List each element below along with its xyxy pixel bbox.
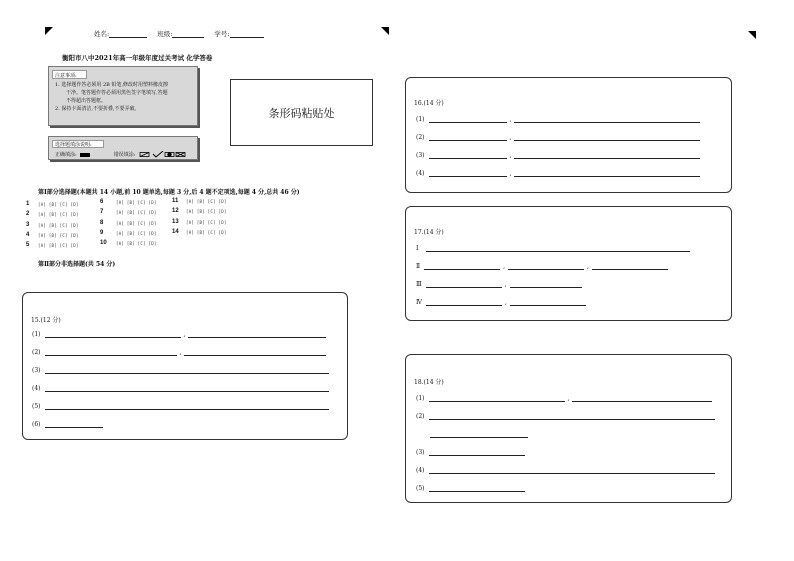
question-number: 1 [26,201,30,207]
q18-row-2-continued [430,431,528,438]
q15-row-5 [32,403,329,410]
q18-label: (5) [416,485,425,492]
q16-2b-blank[interactable] [514,134,700,141]
question-number: 7 [100,209,104,216]
question-number: 6 [100,199,104,205]
q15-row-2 [32,349,326,356]
q15-title: 15.(12 分) [31,317,61,324]
comma: , [504,281,507,288]
q16-3b-blank[interactable] [514,152,700,159]
alignment-mark-top-right [748,31,756,39]
q18-label: (3) [416,449,425,456]
comma: , [503,263,505,270]
correct-fill-label: 正确填涂: [55,152,77,158]
q18-5-blank[interactable] [429,485,525,492]
q15-label: (4) [32,385,41,392]
question-number: 10 [100,240,107,247]
answer-options[interactable]: [A] [B] [C] [D] [116,230,157,236]
comma: , [567,395,570,402]
q15-row-1 [32,331,326,338]
wrong-fill-marks-icon [139,151,187,158]
comma: , [183,331,186,338]
question-number: 8 [100,219,104,226]
q15-5-blank[interactable] [45,403,329,410]
comma: , [509,170,512,177]
comma: , [179,349,182,356]
answer-options[interactable]: [A] [B] [C] [D] [38,222,79,228]
exam-title: 衡阳市八中2021年高一年级年度过关考试 化学答卷 [62,54,213,62]
q17-row-2 [416,263,668,270]
q18-label: (2) [416,413,425,420]
q18-4-blank[interactable] [429,467,715,474]
q18-2-blank[interactable] [429,413,715,420]
q16-4b-blank[interactable] [514,170,700,177]
q18-label: (1) [416,395,425,402]
notice-line: 1. 选择题作答必须用 2B 铅笔,修改时用塑料橡皮擦 [55,82,168,88]
answer-options[interactable]: [A] [B] [C] [D] [186,229,227,235]
q17-2a-blank[interactable] [424,263,500,270]
comma: , [505,299,507,306]
class-label: 班级: [157,30,173,38]
answer-options[interactable]: [A] [B] [C] [D] [116,241,157,247]
q16-3a-blank[interactable] [429,152,507,159]
part1-title: 第Ⅰ部分选择题(本题共 14 小题,前 10 题单选,每题 3 分,后 4 题不定项选,每题 4 分,总共 46 分) [38,189,300,196]
q16-row-4 [416,170,700,177]
question-number: 4 [26,231,30,238]
q17-3a-blank[interactable] [426,281,502,288]
answer-options[interactable]: [A] [B] [C] [D] [116,220,157,226]
student-info-row [94,29,264,38]
answer-options[interactable]: [A] [B] [C] [D] [116,200,157,205]
name-label: 姓名: [94,30,110,38]
q17-row-3 [416,281,582,288]
q15-answer-box [22,292,348,440]
q17-answer-box [405,206,732,321]
part2-title: 第Ⅱ部分非选择题(共 54 分) [38,261,116,268]
q18-2b-blank[interactable] [430,431,528,438]
q16-row-3 [416,152,700,159]
q17-title: 17.(14 分) [414,229,444,236]
q16-row-1 [416,116,700,123]
q18-row-2 [416,413,715,420]
question-number: 14 [172,228,179,235]
q18-row-1 [416,395,712,402]
fill-notice-panel [48,136,198,160]
notice-title: 注意事项: [55,73,77,79]
q15-1b-blank[interactable] [188,331,326,338]
q15-label: (2) [32,349,41,356]
notice-line: 不得超出答题框。 [66,98,107,104]
correct-fill-mark-icon [80,153,90,157]
q16-row-2 [416,134,700,141]
id-label: 学号: [214,30,230,38]
q18-label: (4) [416,467,425,474]
question-number: 2 [26,211,30,218]
q18-3-blank[interactable] [429,449,525,456]
q15-row-4 [32,385,329,392]
comma: , [509,134,512,141]
q16-label: (2) [416,134,425,141]
q17-row-1 [416,245,690,252]
q16-1b-blank[interactable] [514,116,700,123]
q17-4a-blank[interactable] [426,299,502,306]
q15-row-3 [32,367,329,374]
q15-6-blank[interactable] [45,421,103,428]
alignment-mark-top-middle [381,27,389,35]
fill-notice-title: 选择题填涂说明: [55,142,92,148]
fill-examples [55,151,187,158]
answer-options[interactable]: [A] [B] [C] [D] [38,232,79,238]
q18-row-5 [416,485,525,492]
q15-2b-blank[interactable] [184,349,326,356]
q15-label: (6) [32,421,41,428]
q17-1-blank[interactable] [426,245,690,252]
q16-answer-box [405,77,732,193]
q18-row-3 [416,449,525,456]
comma: , [509,152,512,159]
question-number: 13 [172,218,179,225]
wrong-fill-label: 错误填涂: [113,152,136,158]
question-number: 11 [172,198,179,204]
notice-text [55,81,168,113]
answer-options[interactable]: [A] [B] [C] [D] [186,199,227,204]
q15-label: (5) [32,403,41,410]
notice-title-box [52,70,87,79]
barcode-label: 条形码粘贴处 [268,106,335,120]
q15-2a-blank[interactable] [45,349,177,356]
q15-1a-blank[interactable] [45,331,181,338]
answer-options[interactable]: [A] [B] [C] [D] [116,210,157,216]
class-field[interactable] [172,31,204,38]
q16-title: 16.(14 分) [414,100,444,107]
q17-2c-blank[interactable] [592,263,668,270]
q17-label: Ⅱ [416,263,421,270]
q16-label: (1) [416,116,425,123]
q16-label: (4) [416,170,425,177]
q17-label: Ⅰ [416,245,419,252]
q17-label: Ⅳ [416,299,422,306]
name-field[interactable] [109,31,147,38]
fill-notice-title-box [52,140,104,148]
notice-line: 2. 保持卡面清洁,不要折叠,不要弄破。 [55,106,140,112]
q18-answer-box [405,354,732,503]
q16-1a-blank[interactable] [429,116,507,123]
answer-options[interactable]: [A] [B] [C] [D] [38,243,79,249]
answer-options[interactable]: [A] [B] [C] [D] [186,209,227,215]
q15-label: (3) [32,367,41,374]
q17-2b-blank[interactable] [508,263,584,270]
question-number: 9 [100,229,104,236]
comma: , [509,116,512,123]
answer-options[interactable]: [A] [B] [C] [D] [38,202,79,207]
q17-label: Ⅲ [416,281,422,288]
q17-row-4 [416,299,586,306]
q16-2a-blank[interactable] [429,134,507,141]
q18-1a-blank[interactable] [429,395,565,402]
answer-options[interactable]: [A] [B] [C] [D] [38,212,79,218]
q15-label: (1) [32,331,41,338]
q16-4a-blank[interactable] [429,170,507,177]
notice-line: 干净。笔答题作答必须用黑色签字笔填写,答题 [66,90,168,96]
q16-label: (3) [416,152,425,159]
barcode-area [230,79,373,146]
q18-row-4 [416,467,715,474]
q18-1b-blank[interactable] [572,395,712,402]
question-number: 5 [26,242,30,249]
alignment-mark-top-left [45,27,53,35]
q15-row-6 [32,421,103,428]
q17-4b-blank[interactable] [510,299,586,306]
comma: , [587,263,589,270]
q18-title: 18.(14 分) [414,379,444,386]
id-field[interactable] [230,31,264,38]
q15-3-blank[interactable] [45,367,329,374]
q15-4-blank[interactable] [45,385,329,392]
answer-options[interactable]: [A] [B] [C] [D] [186,219,227,225]
q17-3b-blank[interactable] [510,281,582,288]
notice-panel [48,66,198,126]
question-number: 3 [26,221,30,228]
question-number: 12 [172,208,179,215]
